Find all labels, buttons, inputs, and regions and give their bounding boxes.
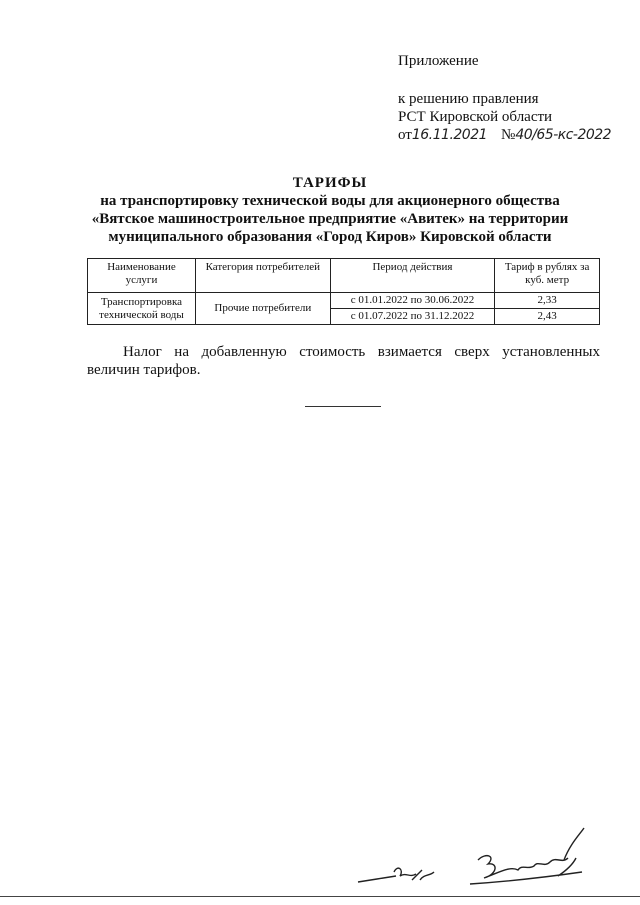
table-row: [88, 293, 600, 309]
cell-tariff: 2,43: [495, 309, 600, 325]
handwritten-signatures: [350, 820, 610, 900]
initials-signature: [358, 868, 434, 882]
handwritten-number: 40/65-кс-2022: [515, 127, 612, 143]
table-header-row: [88, 259, 600, 293]
title-line-3: муниципального образования «Город Киров» Кировской области: [108, 229, 552, 245]
surname-signature: [470, 828, 584, 884]
header-category: Категория потребителей: [195, 259, 330, 293]
cell-category: Прочие потребители: [195, 293, 330, 325]
decision-reference: к решению правления: [398, 91, 539, 107]
cell-period: с 01.01.2022 по 30.06.2022: [330, 293, 495, 309]
agency-name: РСТ Кировской области: [398, 109, 553, 125]
header-service: Наименование услуги: [88, 259, 196, 293]
section-divider: [305, 406, 381, 407]
header-tariff: Тариф в рублях за куб. метр: [495, 259, 600, 293]
number-prefix: №: [501, 127, 516, 143]
vat-note: Налог на добавленную стоимость взимается сверх установленных величин тарифов.: [87, 344, 600, 378]
from-prefix: от: [398, 127, 412, 143]
document-title: [60, 174, 600, 246]
title-heading: ТАРИФЫ: [292, 175, 368, 191]
cell-period: с 01.07.2022 по 31.12.2022: [330, 309, 495, 325]
cell-tariff: 2,33: [495, 293, 600, 309]
title-line-1: на транспортировку технической воды для акционерного общества: [100, 193, 560, 209]
decision-date-number: [398, 126, 611, 144]
title-line-2: «Вятское машиностроительное предприятие «Авитек» на территории: [91, 211, 569, 227]
tariff-table: [87, 258, 600, 325]
appendix-label: Приложение: [398, 53, 479, 69]
cell-service: Транспортировка технической воды: [88, 293, 196, 325]
bottom-rule: [0, 896, 640, 897]
handwritten-date: 16.11.2021: [411, 127, 488, 143]
header-period: Период действия: [330, 259, 495, 293]
appendix-header: [398, 52, 611, 144]
